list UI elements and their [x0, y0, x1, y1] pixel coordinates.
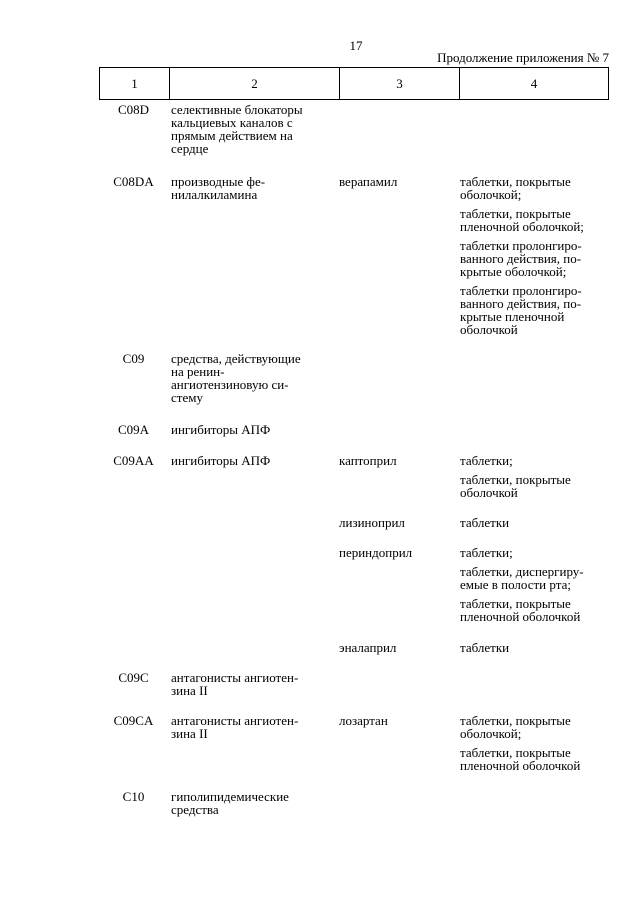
dosage-form — [460, 746, 608, 772]
header-col-4: 4 — [459, 68, 608, 99]
desc-line: производные фе- — [171, 174, 266, 189]
atc-code: C09A — [117, 422, 150, 437]
dosage-forms — [460, 546, 608, 629]
page-number: 17 — [349, 38, 363, 53]
group-description — [171, 454, 339, 467]
form-line: таблетки, покрытые — [460, 745, 571, 760]
table-row — [99, 174, 609, 337]
table-row — [99, 640, 609, 655]
desc-line: прямым действием на — [171, 128, 293, 143]
desc-line: антагонисты ангиотен- — [171, 670, 299, 685]
dosage-form — [460, 714, 608, 740]
desc-line: средства, действующие — [171, 351, 301, 366]
atc-code: C09 — [122, 351, 145, 366]
atc-code: C09AA — [113, 453, 154, 468]
table-row — [99, 713, 609, 773]
table-row — [99, 545, 609, 624]
desc-line: на ренин- — [171, 364, 225, 379]
form-line: таблетки пролонгиро- — [460, 238, 582, 253]
form-line: оболочкой; — [460, 187, 522, 202]
atc-code: C09C — [118, 670, 149, 685]
atc-code: C10 — [122, 789, 145, 804]
form-line: пленочной оболочкой — [460, 758, 581, 773]
dosage-form — [460, 207, 608, 233]
group-description — [171, 714, 339, 740]
drug-name: лизиноприл — [339, 515, 405, 530]
drug-name: верапамил — [339, 174, 398, 189]
group-description — [171, 671, 339, 697]
dosage-forms — [460, 454, 608, 505]
drug-name: лозартан — [339, 713, 388, 728]
form-line: таблетки, диспергиру- — [460, 564, 584, 579]
drug-name: каптоприл — [339, 453, 397, 468]
form-line: таблетки; — [460, 545, 513, 560]
form-line: таблетки, покрытые — [460, 596, 571, 611]
dosage-forms — [460, 516, 608, 535]
form-line: таблетки, покрытые — [460, 713, 571, 728]
dosage-form — [460, 546, 608, 559]
form-line: емые в полости рта; — [460, 577, 571, 592]
desc-line: ангиотензиновую си- — [171, 377, 289, 392]
table-row — [99, 351, 609, 405]
form-line: таблетки, покрытые — [460, 174, 571, 189]
desc-line: кальциевых каналов с — [171, 115, 293, 130]
form-line: оболочкой — [460, 485, 518, 500]
table-row — [99, 102, 609, 156]
atc-code: C08D — [117, 102, 150, 117]
dosage-form — [460, 641, 608, 654]
dosage-forms — [460, 641, 608, 660]
form-line: крытые пленочной — [460, 309, 565, 324]
desc-line: зина II — [171, 683, 208, 698]
drug-name: периндоприл — [339, 545, 413, 560]
header-col-3: 3 — [339, 68, 459, 99]
dosage-form — [460, 239, 608, 278]
group-description — [171, 175, 339, 201]
form-line: оболочкой; — [460, 726, 522, 741]
form-line: крытые оболочкой; — [460, 264, 567, 279]
dosage-forms — [460, 175, 608, 342]
dosage-form — [460, 565, 608, 591]
dosage-form — [460, 175, 608, 201]
dosage-form — [460, 473, 608, 499]
dosage-forms — [460, 714, 608, 778]
atc-code: C09CA — [113, 713, 154, 728]
dosage-form — [460, 597, 608, 623]
desc-line: антагонисты ангиотен- — [171, 713, 299, 728]
table-header — [99, 67, 609, 100]
desc-line: ингибиторы АПФ — [171, 422, 271, 437]
form-line: таблетки, покрытые — [460, 206, 571, 221]
dosage-form — [460, 284, 608, 336]
table-row — [99, 453, 609, 500]
table-row — [99, 515, 609, 530]
desc-line: ингибиторы АПФ — [171, 453, 271, 468]
dosage-form — [460, 516, 608, 529]
header-col-2: 2 — [169, 68, 339, 99]
desc-line: стему — [171, 390, 203, 405]
form-line: оболочкой — [460, 322, 518, 337]
table-row — [99, 422, 609, 437]
form-line: пленочной оболочкой; — [460, 219, 584, 234]
header-col-1: 1 — [131, 76, 138, 91]
atc-code: C08DA — [113, 174, 154, 189]
desc-line: средства — [171, 802, 219, 817]
desc-line: нилалкиламина — [171, 187, 258, 202]
form-line: ванного действия, по- — [460, 251, 582, 266]
form-line: таблетки; — [460, 453, 513, 468]
desc-line: селективные блокаторы — [171, 102, 303, 117]
table-row — [99, 670, 609, 698]
drug-name: эналаприл — [339, 640, 397, 655]
form-line: таблетки, покрытые — [460, 472, 571, 487]
desc-line: гиполипидемические — [171, 789, 289, 804]
form-line: таблетки пролонгиро- — [460, 283, 582, 298]
form-line: ванного действия, по- — [460, 296, 582, 311]
group-description — [171, 790, 339, 816]
desc-line: сердце — [171, 141, 209, 156]
group-description — [171, 352, 339, 404]
continuation-label: Продолжение приложения № 7 — [437, 50, 609, 65]
table-row — [99, 789, 609, 817]
form-line: таблетки — [460, 515, 510, 530]
form-line: пленочной оболочкой — [460, 609, 581, 624]
form-line: таблетки — [460, 640, 510, 655]
dosage-form — [460, 454, 608, 467]
group-description — [171, 423, 339, 436]
group-description — [171, 103, 339, 155]
desc-line: зина II — [171, 726, 208, 741]
